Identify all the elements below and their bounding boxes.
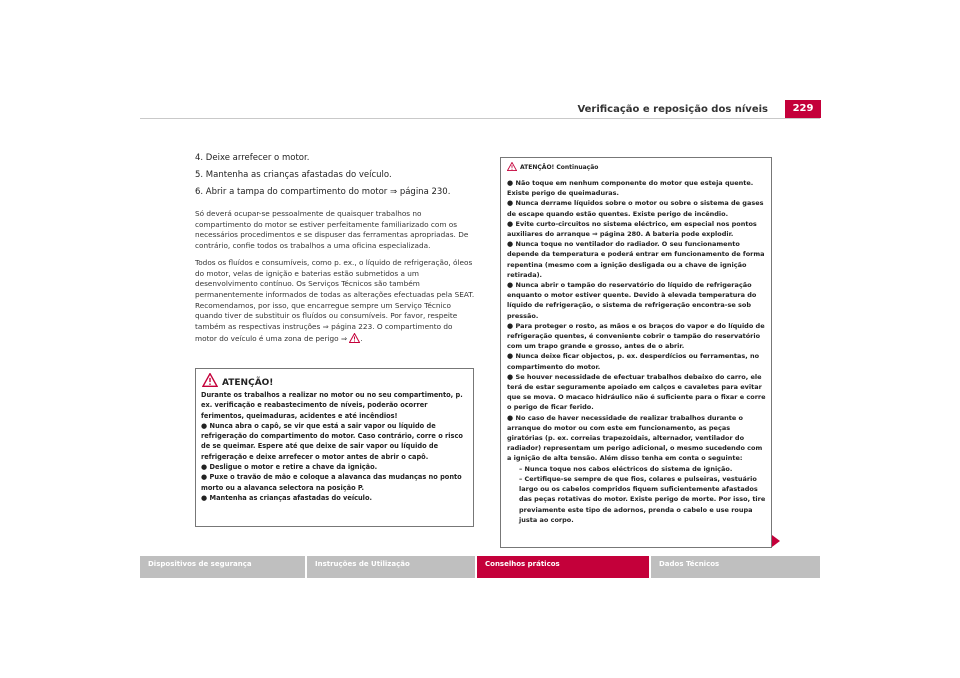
list-item: ● Desligue o motor e retire a chave da ignição. xyxy=(201,463,378,472)
warning-triangle-icon xyxy=(349,333,363,343)
list-item: ● No caso de haver necessidade de realizar trabalhos durante o arranque do motor ou com este em funcionamento, as peças giratórias (p. ex. correias trapezoidais, alternador, ventilador do radiador) representam um perigo adicional, o mesmo sucedendo com a ignição de alta tensão. Além disso tenha em conta o seguinte: xyxy=(507,413,763,463)
warning-intro: Durante os trabalhos a realizar no motor ou no seu compartimento, p. ex. verificação e reabastecimento de níveis, poderão ocorrer ferimentos, queimaduras, acidentes e até incêndios! xyxy=(201,391,463,420)
page-title: Verificação e reposição dos níveis xyxy=(577,104,768,115)
list-item: ● Não toque em nenhum componente do motor que esteja quente. Existe perigo de queimaduras. xyxy=(507,179,754,198)
tab-dados-tecnicos[interactable]: Dados Técnicos xyxy=(651,556,820,578)
warning-continuation-box xyxy=(500,157,772,548)
continuation-title: ATENÇÃO! Continuação xyxy=(520,164,599,171)
tab-conselhos-praticos[interactable]: Conselhos práticos xyxy=(477,556,649,578)
list-item: ● Puxe o travão de mão e coloque a alavanca das mudanças no ponto morto ou a alavanca selectora na posição P. xyxy=(201,473,462,492)
warning-body xyxy=(196,390,473,503)
step-item: 6. Abrir a tampa do compartimento do motor ⇒ página 230. xyxy=(195,187,451,197)
list-item: ● Nunca abrir o tampão do reservatório do líquido de refrigeração enquanto o motor estiver quente. Devido à elevada temperatura do líquido de refrigeração, o sistema de refrigeração encontra-se sob pressão. xyxy=(507,281,757,320)
sub-list-item: – Certifique-se sempre de que fios, colares e pulseiras, vestuário largo ou os cabelos compridos fiquem suficientemente afastados das peças rotativas do motor. Existe perigo de morte. Por isso, tire previamente este tipo de adornos, prenda o cabelo e use roupa justa ao corpo. xyxy=(519,474,766,524)
list-item: ● Evite curto-circuitos no sistema eléctrico, em especial nos pontos auxiliares do arranque ⇒ página 280. A bateria pode explodir. xyxy=(507,219,757,239)
list-item: ● Se houver necessidade de efectuar trabalhos debaixo do carro, ele terá de estar seguramente apoiado em calços e cavaletes para evitar que se mova. O macaco hidráulico não é suficiente para o fixar e corre o perigo de ficar ferido. xyxy=(507,372,766,412)
list-item: ● Para proteger o rosto, as mãos e os braços do vapor e do líquido de refrigeração quentes, é conveniente cobrir o tampão do reservatório com um trapo grande e grosso, antes de o abrir. xyxy=(507,321,765,351)
list-item: ● Mantenha as crianças afastadas do veículo. xyxy=(201,493,372,502)
page-number: 229 xyxy=(785,100,821,118)
warning-triangle-icon xyxy=(202,373,218,387)
warning-triangle-icon xyxy=(507,162,517,171)
sub-list-item: – Nunca toque nos cabos eléctricos do sistema de ignição. xyxy=(519,464,733,473)
tab-instrucoes-de-utilizacao[interactable]: Instruções de Utilização xyxy=(307,556,475,578)
step-item: 5. Mantenha as crianças afastadas do veículo. xyxy=(195,170,392,180)
list-item: ● Nunca toque no ventilador do radiador. O seu funcionamento depende da temperatura e poderá entrar em funcionamento de forma repentina (mesmo com a ignição desligada ou a chave de ignição retirada). xyxy=(507,240,765,279)
paragraph-fluids-text: Todos os fluídos e consumíveis, como p. ex., o líquido de refrigeração, óleos do motor, velas de ignição e baterias estão submetidos a um desenvolvimento contínuo. Os Serviços Técnicos são também permanentemente informados de todas as alterações efectuadas pela SEAT. Recomendamos, por isso, que encarregue sempre um Serviço Técnico quando tiver de substituir os fluídos ou consumíveis. Por favor, respeite também as respectivas instruções ⇒ página 223. O compartimento do motor do veículo é uma zona de perigo ⇒ xyxy=(195,257,475,343)
warning-title-row xyxy=(196,369,473,390)
warning-title: ATENÇÃO! xyxy=(222,378,274,388)
paragraph-fluids-end: . xyxy=(360,333,363,343)
tab-dispositivos-de-seguranca[interactable]: Dispositivos de segurança xyxy=(140,556,305,578)
warning-box xyxy=(195,368,474,527)
continuation-body xyxy=(501,174,771,525)
continuation-title-row xyxy=(501,158,771,174)
header-rule xyxy=(140,118,820,119)
list-item: ● Nunca derrame líquidos sobre o motor ou sobre o sistema de gases de escape quando estão quentes. Existe perigo de incêndio. xyxy=(507,199,764,218)
left-column xyxy=(195,150,475,344)
list-item: ● Nunca abra o capô, se vir que está a sair vapor ou líquido de refrigeração do compartimento do motor. Caso contrário, corre o risco de se queimar. Espere até que deixe de sair vapor ou líquido de refrigeração e deixe arrefecer o motor antes de abrir o capô. xyxy=(201,421,463,461)
paragraph-intro: Só deverá ocupar-se pessoalmente de quaisquer trabalhos no compartimento do motor se estiver perfeitamente familiarizado com os necessários procedimentos e se dispuser das ferramentas apropriadas. De contrário, confie todos os trabalhos a uma oficina especializada. xyxy=(195,209,469,251)
list-item: ● Nunca deixe ficar objectos, p. ex. desperdícios ou ferramentas, no compartimento do motor. xyxy=(507,352,760,371)
paragraph-fluids xyxy=(195,258,475,345)
arrow-right-icon[interactable] xyxy=(772,535,780,547)
step-item: 4. Deixe arrefecer o motor. xyxy=(195,153,310,163)
